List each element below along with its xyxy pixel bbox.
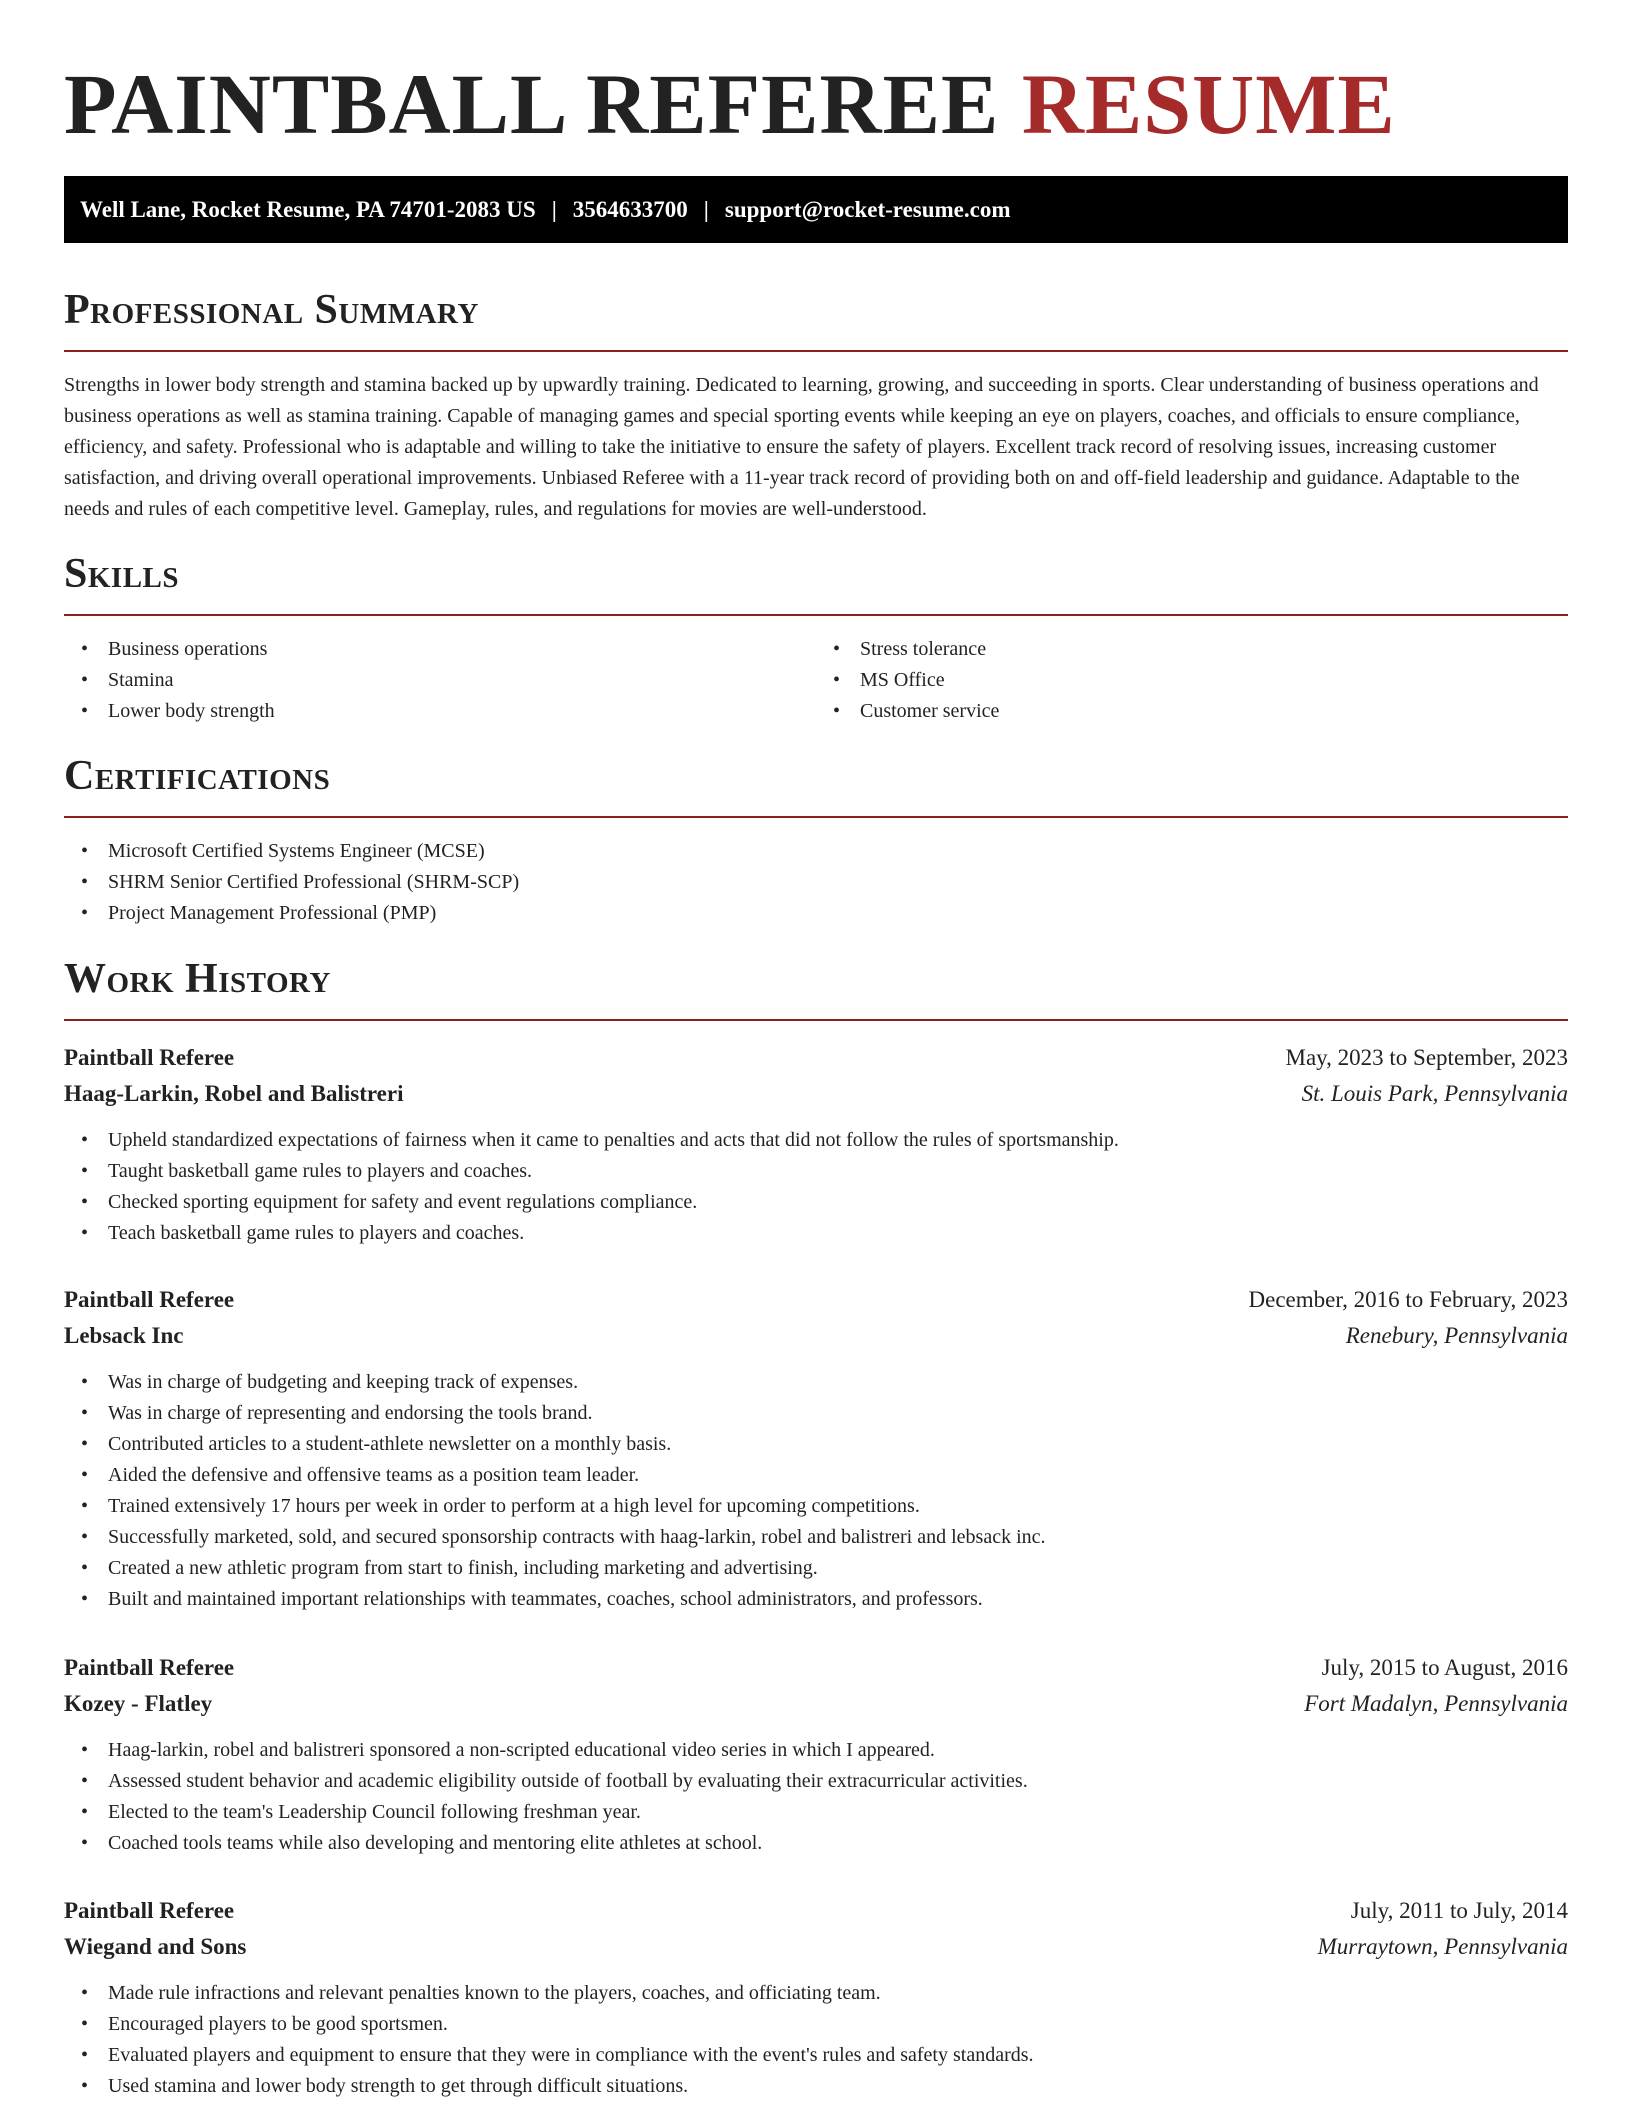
job-duty: • Trained extensively 17 hours per week in order to perform at a high level for upcoming competitions. xyxy=(108,1491,1568,1522)
job-location: Renebury, Pennsylvania xyxy=(1345,1323,1568,1348)
job-entry xyxy=(64,1650,1568,1859)
skill-item: • MS Office xyxy=(860,665,1568,696)
summary-heading: Professional Summary xyxy=(64,287,479,333)
work-history-section xyxy=(64,953,1568,1021)
job-location: Murraytown, Pennsylvania xyxy=(1317,1934,1568,1959)
job-duty: • Was in charge of representing and endorsing the tools brand. xyxy=(108,1398,1568,1429)
job-duty: • Created a new athletic program from start to finish, including marketing and advertising. xyxy=(108,1553,1568,1584)
job-duty: • Taught basketball game rules to players and coaches. xyxy=(108,1156,1568,1187)
skill-item: • Business operations xyxy=(108,634,816,665)
job-entry xyxy=(64,1282,1568,1615)
job-duties-list xyxy=(64,1367,1568,1615)
skills-heading: Skills xyxy=(64,551,180,597)
job-duty: • Evaluated players and equipment to ensure that they were in compliance with the event's rules and safety standards. xyxy=(108,2040,1568,2071)
title-part-resume: RESUME xyxy=(1021,56,1396,152)
job-duties-list xyxy=(64,1735,1568,1859)
skill-item: • Stress tolerance xyxy=(860,634,1568,665)
summary-section xyxy=(64,284,1568,525)
job-title: Paintball Referee xyxy=(64,1287,235,1312)
job-dates: July, 2011 to July, 2014 xyxy=(1350,1898,1568,1923)
job-company-row xyxy=(64,1076,1568,1112)
contact-bar xyxy=(64,176,1568,243)
job-entry xyxy=(64,1893,1568,2102)
job-entry xyxy=(64,1040,1568,1249)
section-divider xyxy=(64,1019,1568,1021)
job-duty: • Coached tools teams while also developing and mentoring elite athletes at school. xyxy=(108,1828,1568,1859)
skills-list-left xyxy=(64,634,816,727)
job-company: Kozey - Flatley xyxy=(64,1691,213,1716)
certification-item: • Project Management Professional (PMP) xyxy=(108,898,1568,929)
summary-text: Strengths in lower body strength and stamina backed up by upwardly training. Dedicated to learning, growing, and succeeding in sports. Clear understanding of business operations and business operations as well as stamina training. Capable of managing games and special sporting events while keeping an eye on players, coaches, and officials to ensure compliance, efficiency, and safety. Professional who is adaptable and willing to take the initiative to ensure the safety of players. Excellent track record of resolving issues, increasing customer satisfaction, and driving overall operational improvements. Unbiased Referee with a 11-year track record of providing both on and off-field leadership and guidance. Adaptable to the needs and rules of each competitive level. Gameplay, rules, and regulations for movies are well-understood. xyxy=(64,374,1539,520)
certifications-heading: Certifications xyxy=(64,753,331,799)
certifications-list xyxy=(64,836,1568,929)
job-duty: • Contributed articles to a student-athlete newsletter on a monthly basis. xyxy=(108,1429,1568,1460)
title-part-job: PAINTBALL REFEREE xyxy=(64,56,1000,152)
job-duty: • Used stamina and lower body strength to get through difficult situations. xyxy=(108,2071,1568,2102)
job-header-row xyxy=(64,1893,1568,1929)
job-duty: • Upheld standardized expectations of fairness when it came to penalties and acts that did not follow the rules of sportsmanship. xyxy=(108,1125,1568,1156)
page-title xyxy=(64,56,1568,152)
section-divider xyxy=(64,350,1568,352)
job-title: Paintball Referee xyxy=(64,1655,235,1680)
job-company-row xyxy=(64,1929,1568,1965)
job-duty: • Made rule infractions and relevant penalties known to the players, coaches, and officiating team. xyxy=(108,1978,1568,2009)
job-duty: • Successfully marketed, sold, and secured sponsorship contracts with haag-larkin, robel and balistreri and lebsack inc. xyxy=(108,1522,1568,1553)
skill-item: • Stamina xyxy=(108,665,816,696)
job-duties-list xyxy=(64,1978,1568,2102)
work-history-heading: Work History xyxy=(64,956,331,1002)
contact-separator: | xyxy=(551,196,557,222)
job-header-row xyxy=(64,1650,1568,1686)
job-company-row xyxy=(64,1318,1568,1354)
contact-address: Well Lane, Rocket Resume, PA 74701-2083 US xyxy=(80,196,536,222)
skills-list-right xyxy=(816,634,1568,727)
job-company: Haag-Larkin, Robel and Balistreri xyxy=(64,1081,404,1106)
job-duty: • Haag-larkin, robel and balistreri sponsored a non-scripted educational video series in which I appeared. xyxy=(108,1735,1568,1766)
job-duty: • Aided the defensive and offensive teams as a position team leader. xyxy=(108,1460,1568,1491)
contact-phone[interactable]: 3564633700 xyxy=(572,196,688,222)
contact-email[interactable]: support@rocket-resume.com xyxy=(724,196,1011,222)
job-company: Wiegand and Sons xyxy=(64,1934,247,1959)
skill-item: • Customer service xyxy=(860,696,1568,727)
job-dates: May, 2023 to September, 2023 xyxy=(1285,1045,1568,1070)
job-title: Paintball Referee xyxy=(64,1045,235,1070)
job-duty: • Teach basketball game rules to players and coaches. xyxy=(108,1218,1568,1249)
certification-item: • Microsoft Certified Systems Engineer (MCSE) xyxy=(108,836,1568,867)
job-dates: July, 2015 to August, 2016 xyxy=(1321,1655,1568,1680)
job-header-row xyxy=(64,1282,1568,1318)
certifications-section xyxy=(64,750,1568,929)
job-duty: • Encouraged players to be good sportsmen. xyxy=(108,2009,1568,2040)
job-header-row xyxy=(64,1040,1568,1076)
contact-separator: | xyxy=(703,196,709,222)
job-duty: • Checked sporting equipment for safety and event regulations compliance. xyxy=(108,1187,1568,1218)
job-dates: December, 2016 to February, 2023 xyxy=(1248,1287,1568,1312)
job-duty: • Elected to the team's Leadership Council following freshman year. xyxy=(108,1797,1568,1828)
job-duty: • Built and maintained important relationships with teammates, coaches, school administrators, and professors. xyxy=(108,1584,1568,1615)
title-row xyxy=(64,56,1568,152)
section-divider xyxy=(64,816,1568,818)
skills-columns xyxy=(64,616,1568,727)
job-duty: • Was in charge of budgeting and keeping track of expenses. xyxy=(108,1367,1568,1398)
job-company: Lebsack Inc xyxy=(64,1323,184,1348)
job-duty: • Assessed student behavior and academic eligibility outside of football by evaluating their extracurricular activities. xyxy=(108,1766,1568,1797)
skill-item: • Lower body strength xyxy=(108,696,816,727)
job-location: Fort Madalyn, Pennsylvania xyxy=(1304,1691,1568,1716)
job-location: St. Louis Park, Pennsylvania xyxy=(1301,1081,1568,1106)
job-duties-list xyxy=(64,1125,1568,1249)
job-title: Paintball Referee xyxy=(64,1898,235,1923)
certification-item: • SHRM Senior Certified Professional (SHRM-SCP) xyxy=(108,867,1568,898)
job-company-row xyxy=(64,1686,1568,1722)
skills-section xyxy=(64,548,1568,727)
